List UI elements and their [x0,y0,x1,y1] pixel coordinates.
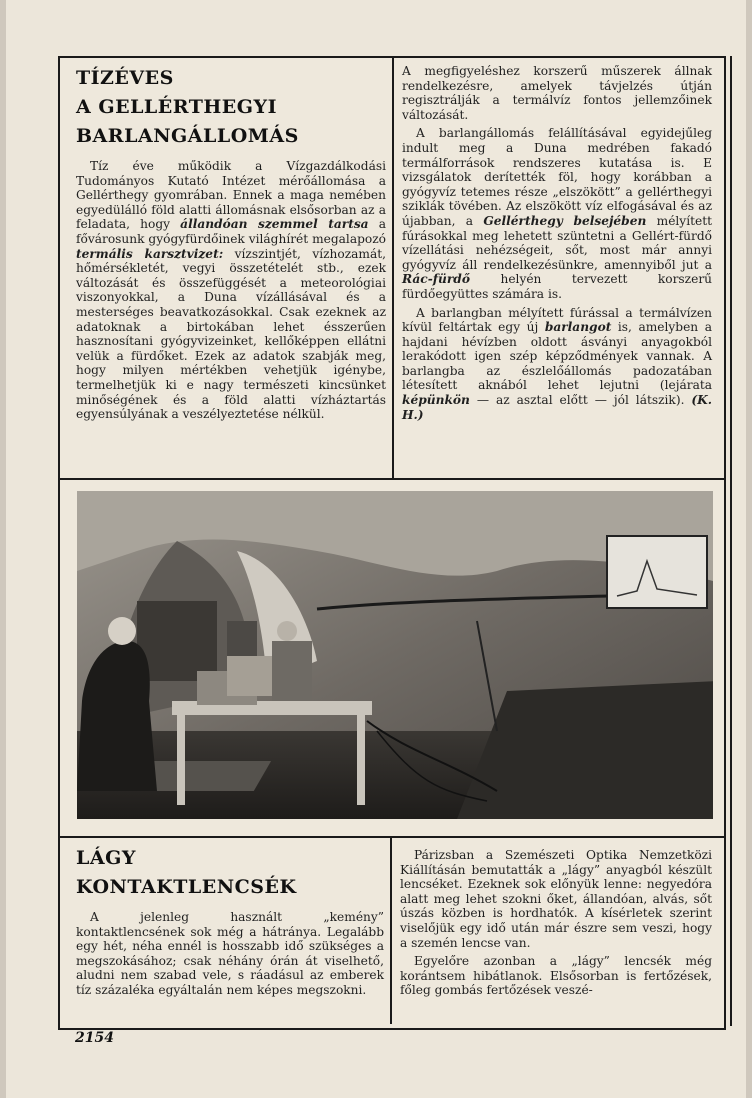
cave-station-photo [77,491,713,819]
article2-paragraph: A jelenleg használt „kemény” kontaktlencsének sok még a hátránya. Legalább egy hét, néha ennél is hosszabb idő szükséges a megszokásához; csak néhány órán át viselhető, aludni nem szabad vele, s ráadásul az emberek tíz százaléka egyáltalán nem képes megszokni. [76,910,384,997]
article1-title-line2: A GELLÉRTHEGYI [76,96,277,118]
article1-title-line3: BARLANGÁLLOMÁS [76,125,299,147]
article2-column2 [400,848,712,1002]
article2-paragraph: Párizsban a Szemészeti Optika Nemzetközi Kiállításán bemutatták a „lágy” anyagból készült lencséket. Ezeknek sok előnyük lenne: negyedóra alatt meg lehet szokni őket, állandóan, alvás, sőt úszás közben is hordhatók. A kísérletek szerint viselőjük egy idő után már észre sem veszi, hogy a szemén lencse van. [400,848,712,950]
cave-station-illustration [77,491,713,819]
article1-column1 [76,64,386,426]
article1-headline [76,64,386,151]
page-number: 2154 [75,1030,114,1046]
article1-paragraph: A barlangban mélyített fúrással a termálvízen kívül feltártak egy új barlangot is, amelyben a hajdani hévízben oldott ásványi anyagokból lerakódott igen szép képződmények vannak. A barlangba az észlelőállomás padozatában létesített aknából lehet lejutni (lejárata képünkön — az asztal előtt — jól látszik). (K. H.) [402,305,712,422]
chart-recorder-panel [607,536,707,608]
column-divider-bottom [390,838,392,1024]
article1-column2 [402,64,712,426]
article2-headline [76,844,384,902]
instrument-rack [137,601,217,681]
article1-paragraph: Tíz éve működik a Vízgazdálkodási Tudományos Kutató Intézet mérőállomása a Gellérthegy gyomrában. Ennek a maga nemében egyedülálló föld alatti állomásnak elsősorban az a feladata, hogy állandóan szemmel tartsa a fővárosunk gyógyfürdőinek világhírét megalapozó termális karsztvizet: vízszintjét, vízhozamát, hőmérsékletét, vegyi összetételét stb., ezek változását és összefüggését a meteorológiai viszonyokkal, a Duna vízállásával és a mesterséges beavatkozásokkal. Csak ezeknek az adatoknak a birtokában lehet ésszerűen hasznosítani gyógyvizeinket, kellőképpen ellátni velük a fürdőket. Ezek az adatok szabják meg, hogy milyen mértékben vehetjük igénybe, termelhetjük ki e nagy természeti kincsünket minőségének és a föld alatti vízháztartás egyensúlyának a veszélyeztetése nélkül. [76,159,386,422]
article2-paragraph: Egyelőre azonban a „lágy” lencsék még korántsem hibátlanok. Elsősorban is fertőzések, főleg gombás fertőzések veszé- [400,954,712,998]
article2-column1 [76,844,384,1002]
photo-top-rule [58,478,724,480]
article1-paragraph: A megfigyeléshez korszerű műszerek állnak rendelkezésre, amelyek távjelzés útján regisztrálják a termálvíz fontos jellemzőinek változását. [402,64,712,122]
article2-title-line2: KONTAKTLENCSÉK [76,876,297,898]
adjacent-page-edge [730,56,742,1026]
article1-paragraph: A barlangállomás felállításával egyidejűleg indult meg a Duna medrében fakadó termálforrások rendszeres kutatása is. E vizsgálatok derítették föl, hogy korábban a gyógyvíz tetemes része „elszökött” a gellérthegyi sziklák tövében. Az elszökött víz elfogásával és az újabban, a Gellérthegy belsejében mélyített fúrásokkal meg lehetett szüntetni a Gellért-fürdő vízellátási nehézségeit, sőt, most már annyi gyógyvíz áll rendelkezésünkre, amennyiből jut a Rác-fürdő helyén tervezett korszerű fürdőegyüttes számára is. [402,126,712,301]
article2-title-line1: LÁGY [76,847,136,869]
article1-title-line1: TÍZÉVES [76,67,174,89]
column-divider-top [392,56,394,478]
